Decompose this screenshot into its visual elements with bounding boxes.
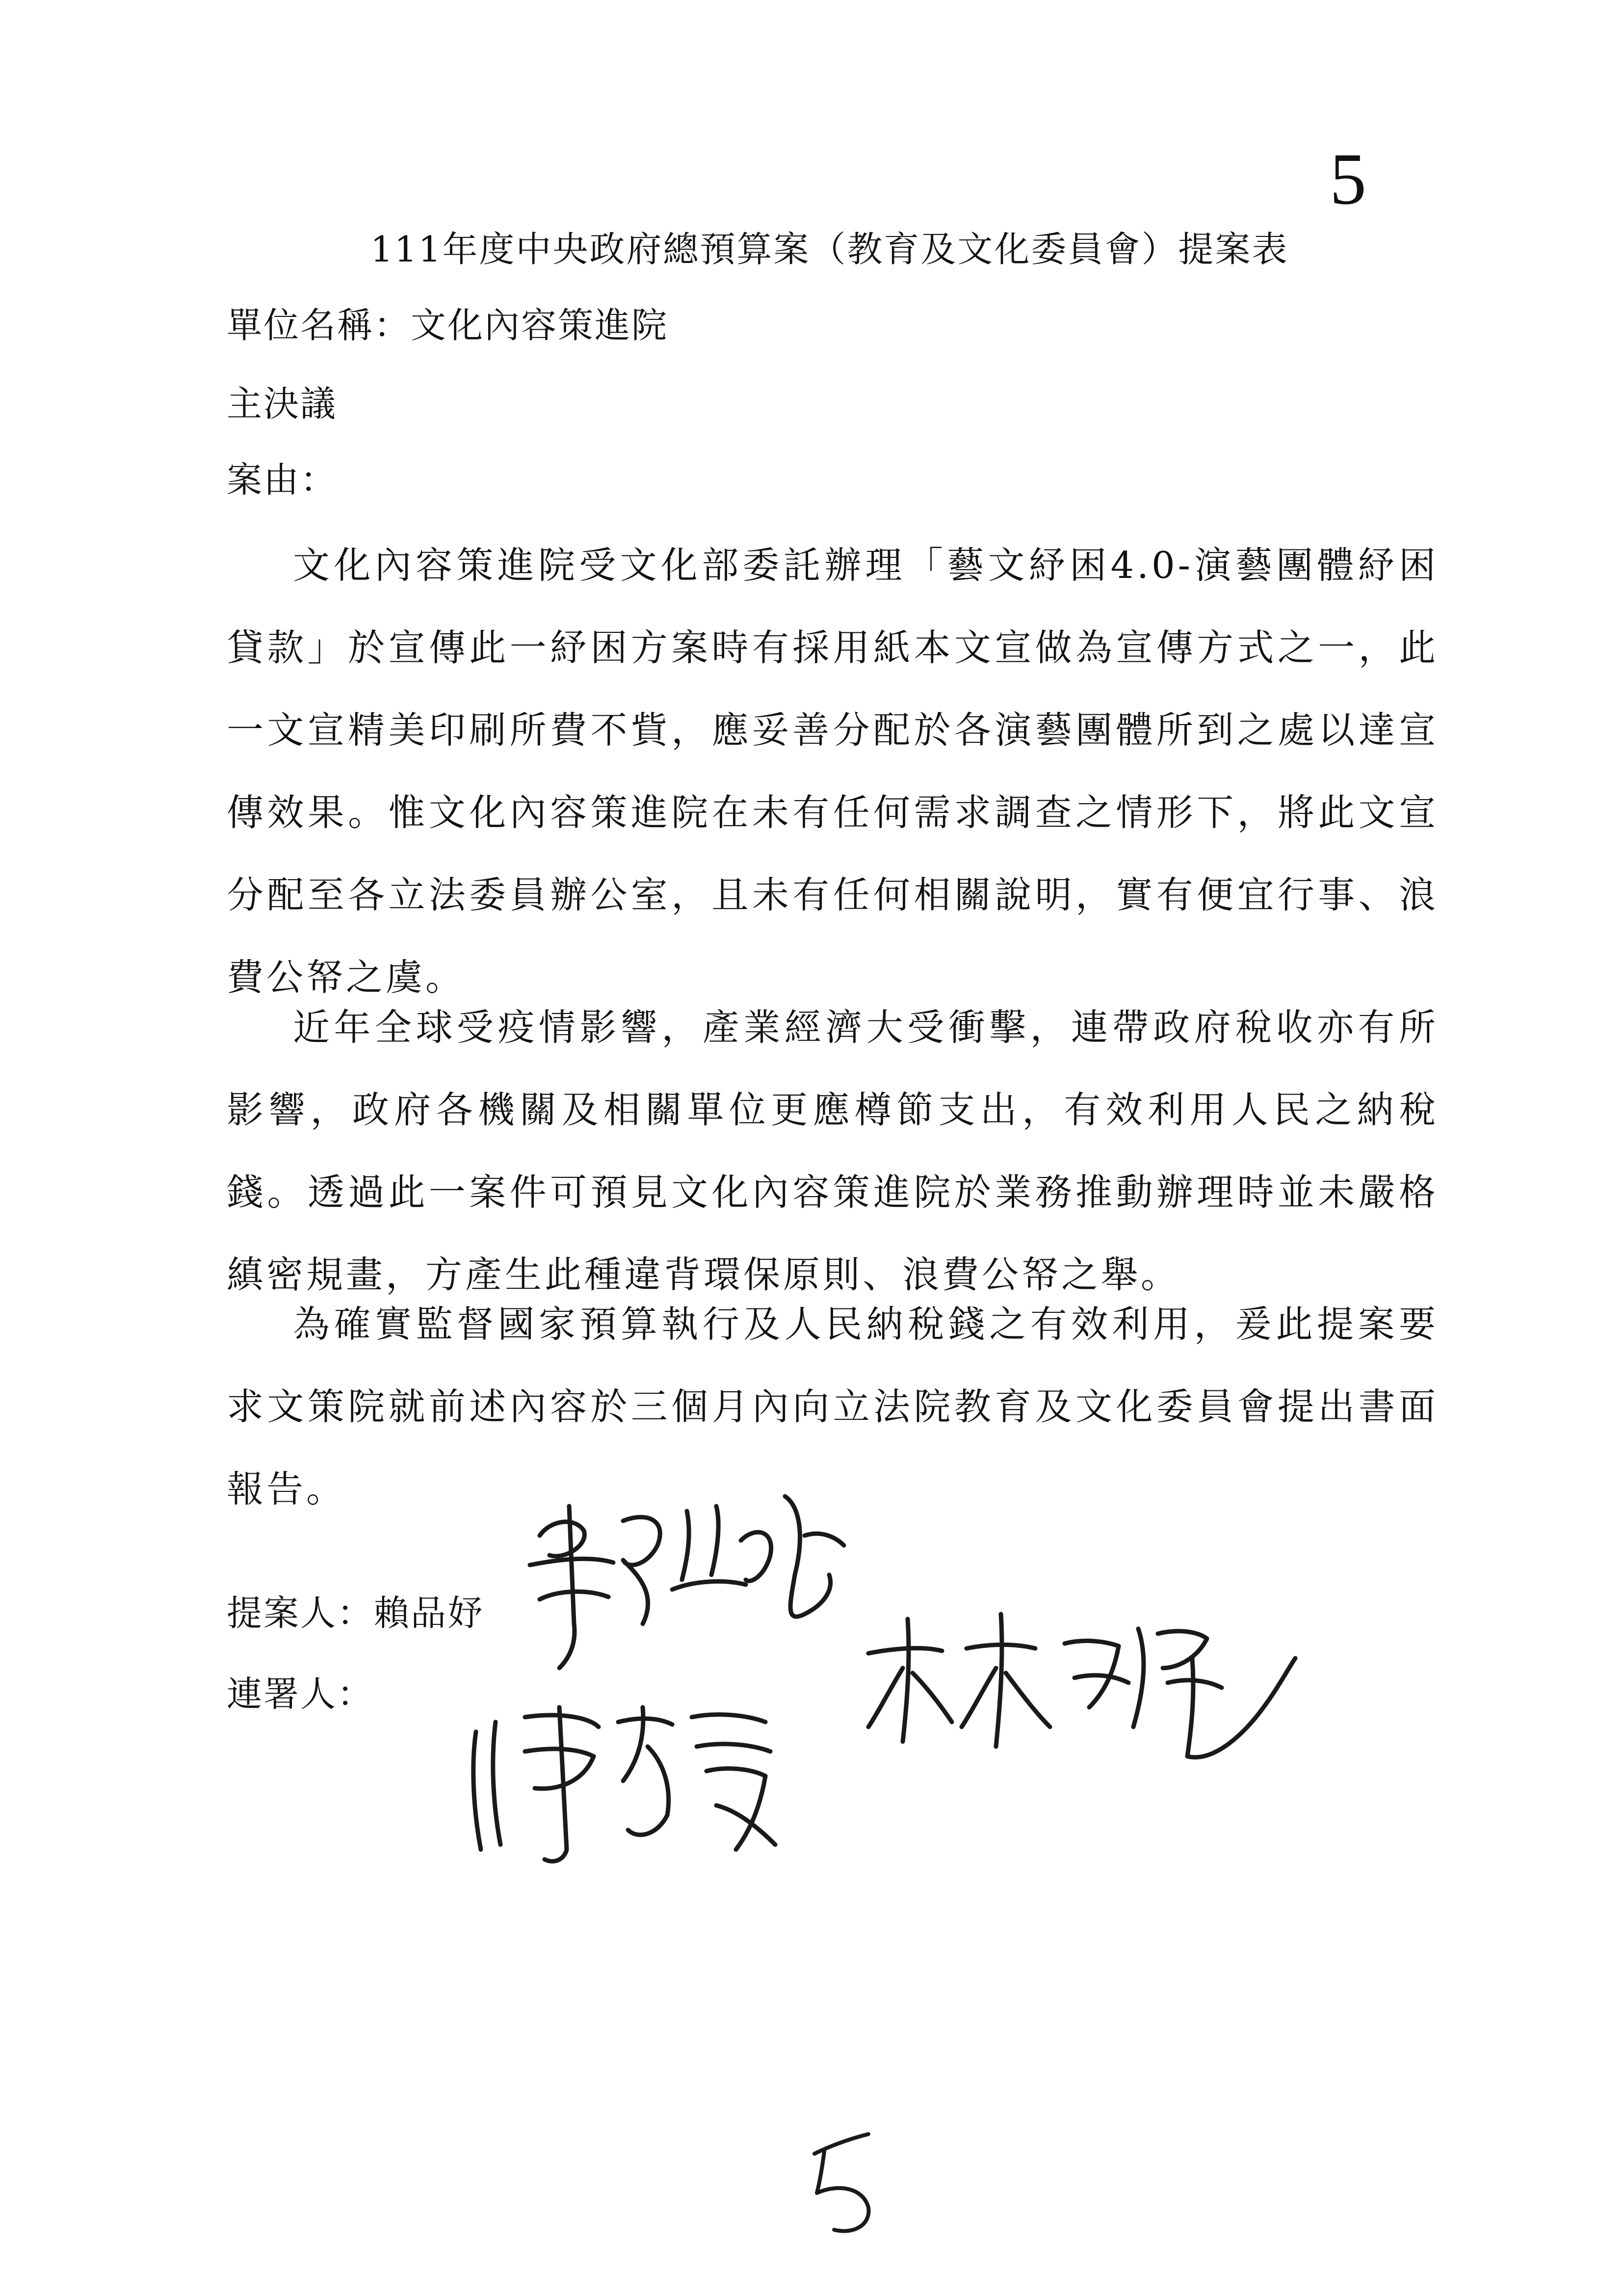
handwritten-page-mark	[795, 2124, 893, 2242]
document-title: 111年度中央政府總預算案（教育及文化委員會）提案表	[370, 229, 1289, 270]
cause-label: 案由：	[227, 459, 338, 500]
paragraph-3: 為確實監督國家預算執行及人民納稅錢之有效利用，爰此提案要求文策院就前述內容於三個月內向立法院教育及文化委員會提出書面報告。	[227, 1303, 1439, 1511]
cosigner-signature-2	[854, 1599, 1305, 1786]
page-number: 5	[1330, 138, 1366, 220]
unit-name-line: 單位名稱：文化內容策進院	[227, 305, 669, 346]
paragraph-2: 近年全球受疫情影響，產業經濟大受衝擊，連帶政府稅收亦有所影響，政府各機關及相關單位更應樽節支出，有效利用人民之納稅錢。透過此一案件可預見文化內容策進院於業務推動辦理時並未嚴格縝密規畫，方產生此種違背環保原則、浪費公帑之舉。	[227, 1006, 1439, 1296]
resolution-label: 主決議	[227, 383, 338, 424]
proposer-label: 提案人：賴品妤	[227, 1592, 485, 1634]
proposer-signature	[510, 1477, 864, 1688]
cosigner-signature-1	[461, 1688, 805, 1874]
paragraph-1: 文化內容策進院受文化部委託辦理「藝文紓困4.0-演藝團體紓困貸款」於宣傳此一紓困方案時有採用紙本文宣做為宣傳方式之一，此一文宣精美印刷所費不貲，應妥善分配於各演藝團體所到之處以達宣傳效果。惟文化內容策進院在未有任何需求調查之情形下，將此文宣分配至各立法委員辦公室，且未有任何相關說明，實有便宜行事、浪費公帑之虞。	[227, 544, 1439, 999]
cosigner-label: 連署人：	[227, 1673, 374, 1715]
